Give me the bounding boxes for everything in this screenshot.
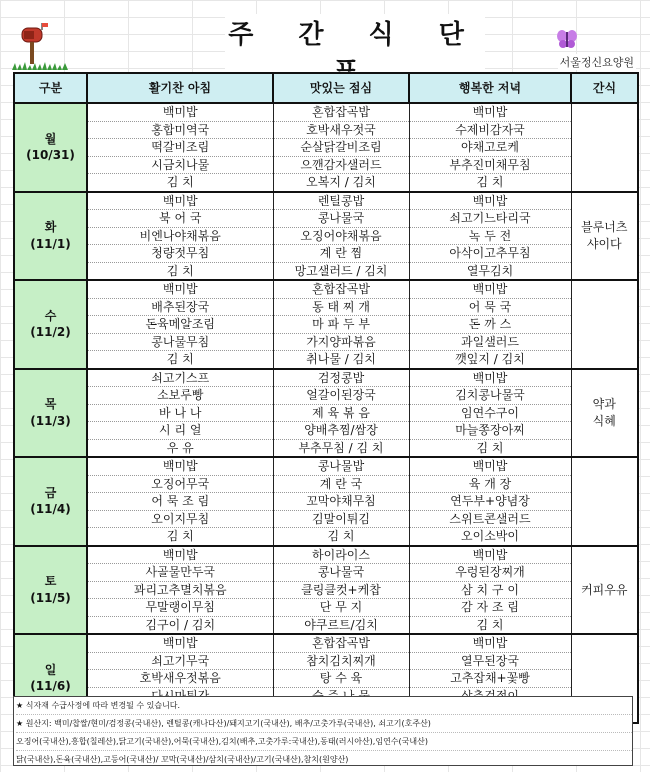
lunch-dish: 김말이튀김	[274, 511, 409, 529]
breakfast-dish: 백미밥	[88, 635, 273, 653]
lunch-dish: 단 무 지	[274, 599, 409, 617]
lunch-dish: 혼합잡곡밥	[274, 635, 409, 653]
breakfast-dish: 김 치	[166, 352, 194, 366]
lunch-dish: 하이라이스	[274, 547, 409, 565]
dinner-dish: 열무김치	[466, 263, 514, 278]
dinner-dish: 김 치	[476, 175, 504, 189]
dinner-dish: 부추진미채무침	[410, 157, 571, 175]
day-row	[14, 192, 638, 281]
dinner-dish: 연두부+양념장	[410, 493, 571, 511]
day-label-cell	[14, 280, 87, 369]
breakfast-cell	[87, 192, 273, 281]
lunch-dish: 클링클컷+케찹	[274, 582, 409, 600]
snack-cell	[571, 280, 638, 369]
day-name: 목	[44, 397, 57, 412]
day-row	[14, 457, 638, 546]
header-breakfast: 활기찬 아침	[87, 73, 273, 103]
lunch-cell	[273, 457, 409, 546]
dinner-dish: 김 치	[476, 617, 504, 632]
dinner-cell	[409, 192, 571, 281]
day-label-cell	[14, 369, 87, 458]
grass-icon	[12, 62, 68, 70]
breakfast-dish: 백미밥	[88, 193, 273, 211]
dinner-dish: 마늘쫑장아찌	[410, 422, 571, 440]
footer-notes	[13, 696, 633, 766]
dinner-cell	[409, 457, 571, 546]
breakfast-dish: 청량젓무침	[88, 245, 273, 263]
dinner-dish: 고추잡채+꽃빵	[410, 670, 571, 688]
mailbox-icon	[18, 20, 52, 68]
day-name: 월	[44, 131, 57, 146]
lunch-dish: 계 란 국	[274, 476, 409, 494]
lunch-cell	[273, 369, 409, 458]
header-lunch: 맛있는 점심	[273, 73, 409, 103]
breakfast-dish: 떡갈비조림	[88, 139, 273, 157]
dinner-dish: 쇠고기느타리국	[410, 210, 571, 228]
breakfast-dish: 쇠고기스프	[88, 370, 273, 388]
header-category: 구분	[14, 73, 87, 103]
lunch-dish: 으깬감자샐러드	[274, 157, 409, 175]
day-date: (11/2)	[30, 325, 71, 340]
footer-line: ★ 식자재 수급사정에 따라 변경될 수 있습니다.	[16, 697, 632, 715]
lunch-dish: 콩나물국	[274, 210, 409, 228]
page-header	[0, 0, 650, 72]
dinner-dish: 김 치	[476, 440, 504, 455]
day-date: (11/1)	[30, 236, 71, 251]
lunch-dish: 부추무침 / 김 치	[298, 440, 384, 455]
breakfast-dish: 김 치	[166, 529, 194, 543]
dinner-dish: 김치콩나물국	[410, 387, 571, 405]
footer-line: 닭(국내산),돈육(국내산),고등어(국내산)/ 꼬막(국내산)/삼치(국내산)/고기(국내산),참치(원양산)	[16, 755, 349, 764]
lunch-dish: 제 육 볶 음	[274, 405, 409, 423]
breakfast-dish: 호박새우젓볶음	[88, 670, 273, 688]
lunch-dish: 오복지 / 김치	[306, 175, 376, 189]
lunch-dish: 꼬막야채무침	[274, 493, 409, 511]
breakfast-dish: 백미밥	[88, 458, 273, 476]
lunch-dish: 혼합잡곡밥	[274, 104, 409, 122]
breakfast-cell	[87, 457, 273, 546]
lunch-cell	[273, 103, 409, 192]
breakfast-dish: 홍합미역국	[88, 122, 273, 140]
day-date: (11/6)	[30, 679, 71, 694]
breakfast-dish: 사골물만두국	[88, 564, 273, 582]
breakfast-dish: 쇠고기무국	[88, 653, 273, 671]
lunch-dish: 망고샐러드 / 김치	[294, 263, 388, 278]
day-name: 화	[44, 220, 57, 235]
footer-line: 오징어(국내산),흥합(칠레산),닭고기(국내산),어묵(국내산),김치(배추,고춧가루:국내산),동태(러시아산),임연수(국내산)	[16, 733, 632, 751]
dinner-dish: 수제비감자국	[410, 122, 571, 140]
breakfast-cell	[87, 103, 273, 192]
dinner-cell	[409, 369, 571, 458]
breakfast-dish: 우 유	[166, 440, 194, 455]
lunch-dish: 참치김치찌개	[274, 653, 409, 671]
day-date: (10/31)	[26, 148, 75, 163]
dinner-dish: 임연수구이	[410, 405, 571, 423]
day-date: (11/3)	[30, 413, 71, 428]
dinner-dish: 삼 치 구 이	[410, 582, 571, 600]
snack-cell: 약과 식혜	[571, 369, 638, 458]
day-row	[14, 280, 638, 369]
dinner-dish: 육 개 장	[410, 476, 571, 494]
breakfast-dish: 꽈리고추멸치볶음	[88, 582, 273, 600]
snack-cell	[571, 457, 638, 546]
lunch-dish: 혼합잡곡밥	[274, 281, 409, 299]
day-row	[14, 103, 638, 192]
lunch-dish: 취나물 / 김치	[306, 352, 376, 366]
breakfast-dish: 오징어무국	[88, 476, 273, 494]
day-name: 수	[44, 308, 57, 323]
breakfast-dish: 배추된장국	[88, 299, 273, 317]
breakfast-dish: 바 나 나	[88, 405, 273, 423]
day-label-cell	[14, 457, 87, 546]
table-header-row	[14, 73, 638, 103]
lunch-dish: 김 치	[327, 529, 355, 543]
day-name: 일	[44, 662, 57, 677]
lunch-dish: 탕 수 육	[274, 670, 409, 688]
lunch-dish: 콩나물국	[274, 564, 409, 582]
day-name: 토	[44, 574, 57, 589]
breakfast-dish: 북 어 국	[88, 210, 273, 228]
dinner-dish: 오이소박이	[461, 529, 519, 543]
day-label-cell	[14, 192, 87, 281]
dinner-dish: 아삭이고추무침	[410, 245, 571, 263]
breakfast-dish: 오이지무침	[88, 511, 273, 529]
footer-line: ★ 원산지: 백미/찹쌀/현미/검정콩(국내산), 렌틸콩(캐나다산)/돼지고기(국내산), 배추/고춧가루(국내산), 쇠고기(호주산)	[16, 715, 632, 733]
butterfly-icon	[556, 28, 578, 50]
breakfast-cell	[87, 369, 273, 458]
lunch-cell	[273, 192, 409, 281]
dinner-dish: 백미밥	[410, 281, 571, 299]
snack-cell	[571, 103, 638, 192]
lunch-dish: 순살닭갈비조림	[274, 139, 409, 157]
day-row	[14, 546, 638, 635]
dinner-dish: 우렁된장찌개	[410, 564, 571, 582]
dinner-dish: 녹 두 전	[410, 228, 571, 246]
weekly-menu-table	[13, 72, 639, 724]
dinner-dish: 백미밥	[410, 370, 571, 388]
lunch-dish: 콩나물밥	[274, 458, 409, 476]
lunch-dish: 마 파 두 부	[274, 316, 409, 334]
dinner-dish: 깻잎지 / 김치	[455, 352, 525, 366]
breakfast-cell	[87, 546, 273, 635]
lunch-dish: 호박새우젓국	[274, 122, 409, 140]
dinner-dish: 돈 까 스	[410, 316, 571, 334]
lunch-dish: 검정콩밥	[274, 370, 409, 388]
dinner-dish: 백미밥	[410, 547, 571, 565]
lunch-dish: 양배추찜/쌈장	[274, 422, 409, 440]
dinner-dish: 스위트콘샐러드	[410, 511, 571, 529]
breakfast-dish: 소보루빵	[88, 387, 273, 405]
dinner-cell	[409, 280, 571, 369]
breakfast-dish: 시금치나물	[88, 157, 273, 175]
breakfast-dish: 콩나물무침	[88, 334, 273, 352]
day-label-cell	[14, 103, 87, 192]
dinner-dish: 어 묵 국	[410, 299, 571, 317]
breakfast-cell	[87, 280, 273, 369]
lunch-dish: 계 란 찜	[274, 245, 409, 263]
breakfast-dish: 무말랭이무침	[88, 599, 273, 617]
dinner-dish: 열무된장국	[410, 653, 571, 671]
dinner-dish: 백미밥	[410, 104, 571, 122]
breakfast-dish: 김 치	[166, 263, 194, 278]
dinner-dish: 감 자 조 림	[410, 599, 571, 617]
lunch-cell	[273, 546, 409, 635]
dinner-cell	[409, 546, 571, 635]
breakfast-dish: 시 리 얼	[88, 422, 273, 440]
dinner-dish: 과일샐러드	[410, 334, 571, 352]
header-dinner: 행복한 저녁	[409, 73, 571, 103]
breakfast-dish: 백미밥	[88, 104, 273, 122]
breakfast-dish: 백미밥	[88, 547, 273, 565]
breakfast-dish: 비엔나야채볶음	[88, 228, 273, 246]
lunch-dish: 가지양파볶음	[274, 334, 409, 352]
breakfast-dish: 어 묵 조 림	[88, 493, 273, 511]
snack-cell: 커피우유	[571, 546, 638, 635]
header-snack: 간식	[571, 73, 638, 103]
breakfast-dish: 돈육메알조림	[88, 316, 273, 334]
breakfast-dish: 김 치	[166, 175, 194, 189]
day-name: 금	[44, 485, 57, 500]
lunch-cell	[273, 280, 409, 369]
lunch-dish: 야쿠르트/김치	[304, 617, 378, 632]
dinner-dish: 백미밥	[410, 458, 571, 476]
day-label-cell	[14, 546, 87, 635]
dinner-dish: 백미밥	[410, 635, 571, 653]
snack-cell: 블루너츠 샤이다	[571, 192, 638, 281]
lunch-dish: 렌틸콩밥	[274, 193, 409, 211]
lunch-dish: 동 태 찌 개	[274, 299, 409, 317]
dinner-cell	[409, 103, 571, 192]
page-title: 주 간 식 단	[225, 14, 485, 88]
day-date: (11/4)	[30, 502, 71, 517]
organization-name: 서울정신요양원	[559, 56, 634, 69]
lunch-dish: 얼갈이된장국	[274, 387, 409, 405]
day-row	[14, 369, 638, 458]
dinner-dish: 야채고로케	[410, 139, 571, 157]
lunch-dish: 오징어야채볶음	[274, 228, 409, 246]
breakfast-dish: 김구이 / 김치	[145, 617, 216, 632]
dinner-dish: 백미밥	[410, 193, 571, 211]
day-date: (11/5)	[30, 590, 71, 605]
breakfast-dish: 백미밥	[88, 281, 273, 299]
